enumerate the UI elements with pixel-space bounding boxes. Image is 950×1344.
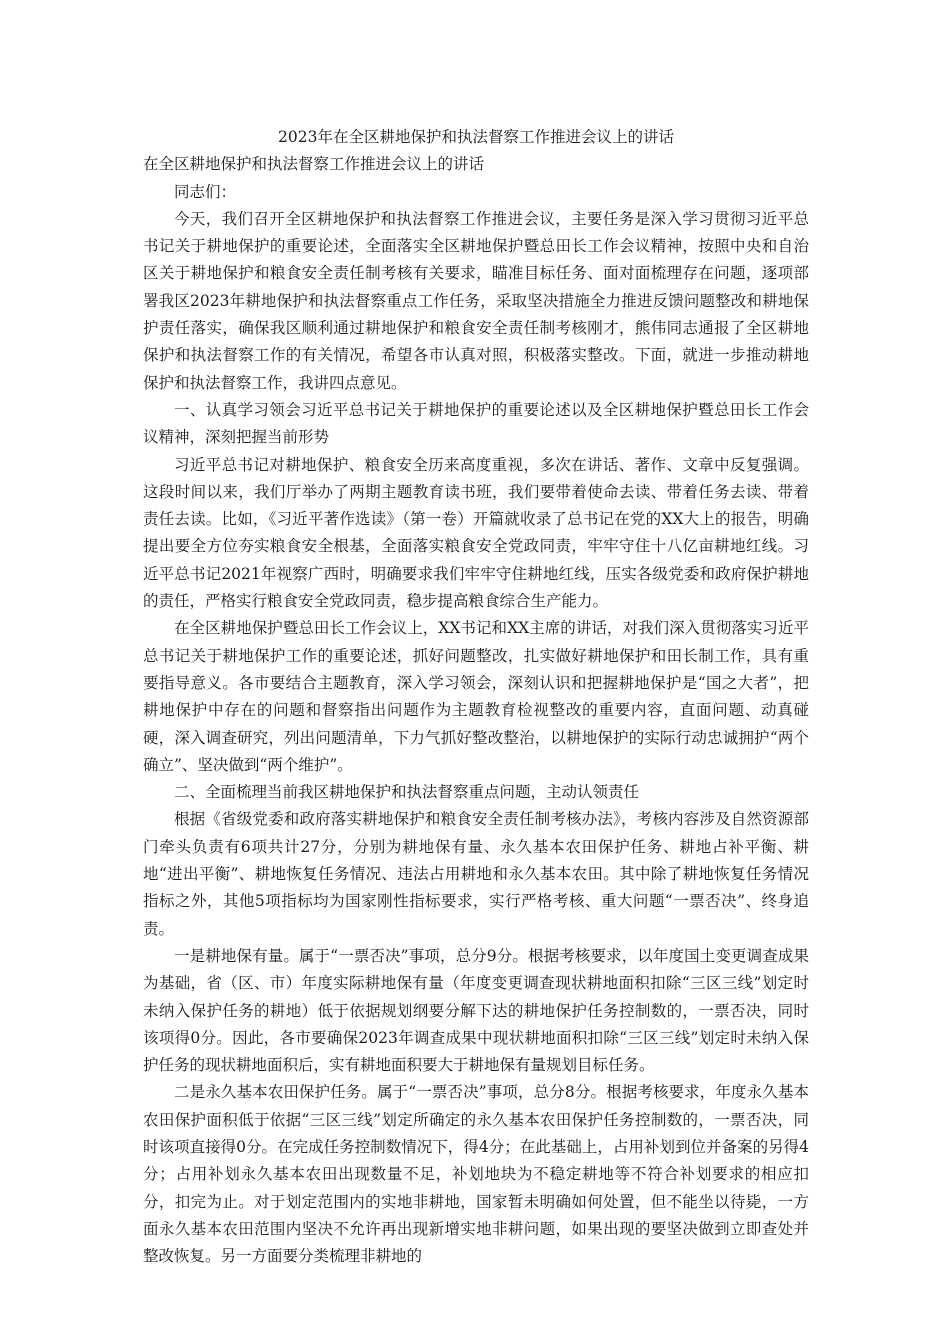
salutation: 同志们： — [174, 182, 237, 201]
document-subtitle: 在全区耕地保护和执法督察工作推进会议上的讲话 — [143, 155, 485, 174]
paragraph: 在全区耕地保护暨总田长工作会议上，XX书记和XX主席的讲话，对我们深入贯彻落实习近平总书记关于耕地保护工作的重要论述，抓好问题整改，扎实做好耕地保护和田长制工作，具有重要指导意义。各市要结合主题教育，深入学习领会，深刻认识和把握耕地保护是“国之大者”，把耕地保护中存在的问题和督察指出问题作为主题教育检视整改的重要内容，直面问题、动真碰硬，深入调查研究，列出问题清单，下力气抓好整改整治，以耕地保护的实际行动忠诚拥护“两个确立”、坚决做到“两个维护”。 — [143, 619, 809, 774]
paragraph: 二是永久基本农田保护任务。属于“一票否决”事项，总分8分。根据考核要求，年度永久基本农田保护面积低于依据“三区三线”划定所确定的永久基本农田保护任务控制数的，一票否决，同时该项直接得0分。在完成任务控制数情况下，得4分；在此基础上，占用补划到位并备案的另得4分；占用补划永久基本农田出现数量不足，补划地块为不稳定耕地等不符合补划要求的相应扣分，扣完为止。对于划定范围内的实地非耕地，国家暂未明确如何处置，但不能坐以待毙，一方面永久基本农田范围内坚决不允许再出现新增实地非耕问题，如果出现的要坚决做到立即查处并整改恢复。另一方面要分类梳理非耕地的 — [143, 1083, 809, 1266]
document-title: 2023年在全区耕地保护和执法督察工作推进会议上的讲话 — [278, 128, 674, 146]
section-heading-1: 一、认真学习领会习近平总书记关于耕地保护的重要论述以及全区耕地保护暨总田长工作会议精神，深刻把握当前形势 — [143, 400, 809, 447]
paragraph: 习近平总书记对耕地保护、粮食安全历来高度重视，多次在讲话、著作、文章中反复强调。这段时间以来，我们厅举办了两期主题教育读书班，我们要带着使命去读、带着任务去读、带着责任去读。比如，《习近平著作选读》（第一卷）开篇就收录了总书记在党的XX大上的报告，明确提出要全方位夯实粮食安全根基，全面落实粮食安全党政同责，牢牢守住十八亿亩耕地红线。习近平总书记2021年视察广西时，明确要求我们牢牢守住耕地红线，压实各级党委和政府保护耕地的责任，严格实行粮食安全党政同责，稳步提高粮食综合生产能力。 — [143, 455, 809, 611]
document-page — [143, 124, 809, 1270]
paragraph: 根据《省级党委和政府落实耕地保护和粮食安全责任制考核办法》，考核内容涉及自然资源部门牵头负责有6项共计27分，分别为耕地保有量、永久基本农田保护任务、耕地占补平衡、耕地“进出平衡”、耕地恢复任务情况、违法占用耕地和永久基本农田。其中除了耕地恢复任务情况指标之外，其他5项指标均为国家刚性指标要求，实行严格考核、重大问题“一票否决”、终身追责。 — [143, 810, 809, 938]
paragraph: 一是耕地保有量。属于“一票否决”事项，总分9分。根据考核要求，以年度国土变更调查成果为基础，省（区、市）年度实际耕地保有量（年度变更调查现状耕地面积扣除“三区三线”划定时未纳入保护任务的耕地）低于依据规划纲要分解下达的耕地保护任务控制数的，一票否决，同时该项得0分。因此，各市要确保2023年调查成果中现状耕地面积扣除“三区三线”划定时未纳入保护任务的现状耕地面积后，实有耕地面积要大于耕地保有量规划目标任务。 — [143, 946, 809, 1075]
paragraph-intro: 今天，我们召开全区耕地保护和执法督察工作推进会议，主要任务是深入学习贯彻习近平总书记关于耕地保护的重要论述，全面落实全区耕地保护暨总田长工作会议精神，按照中央和自治区关于耕地保护和粮食安全责任制考核有关要求，瞄准目标任务、面对面梳理存在问题，逐项部署我区2023年耕地保护和执法督察重点工作任务，采取坚决措施全力推进反馈问题整改和耕地保护责任落实，确保我区顺利通过耕地保护和粮食安全责任制考核刚才，熊伟同志通报了全区耕地保护和执法督察工作的有关情况，希望各市认真对照，积极落实整改。下面，就进一步推动耕地保护和执法督察工作，我讲四点意见。 — [143, 209, 809, 392]
section-heading-2: 二、全面梳理当前我区耕地保护和执法督察重点问题，主动认领责任 — [174, 783, 640, 802]
